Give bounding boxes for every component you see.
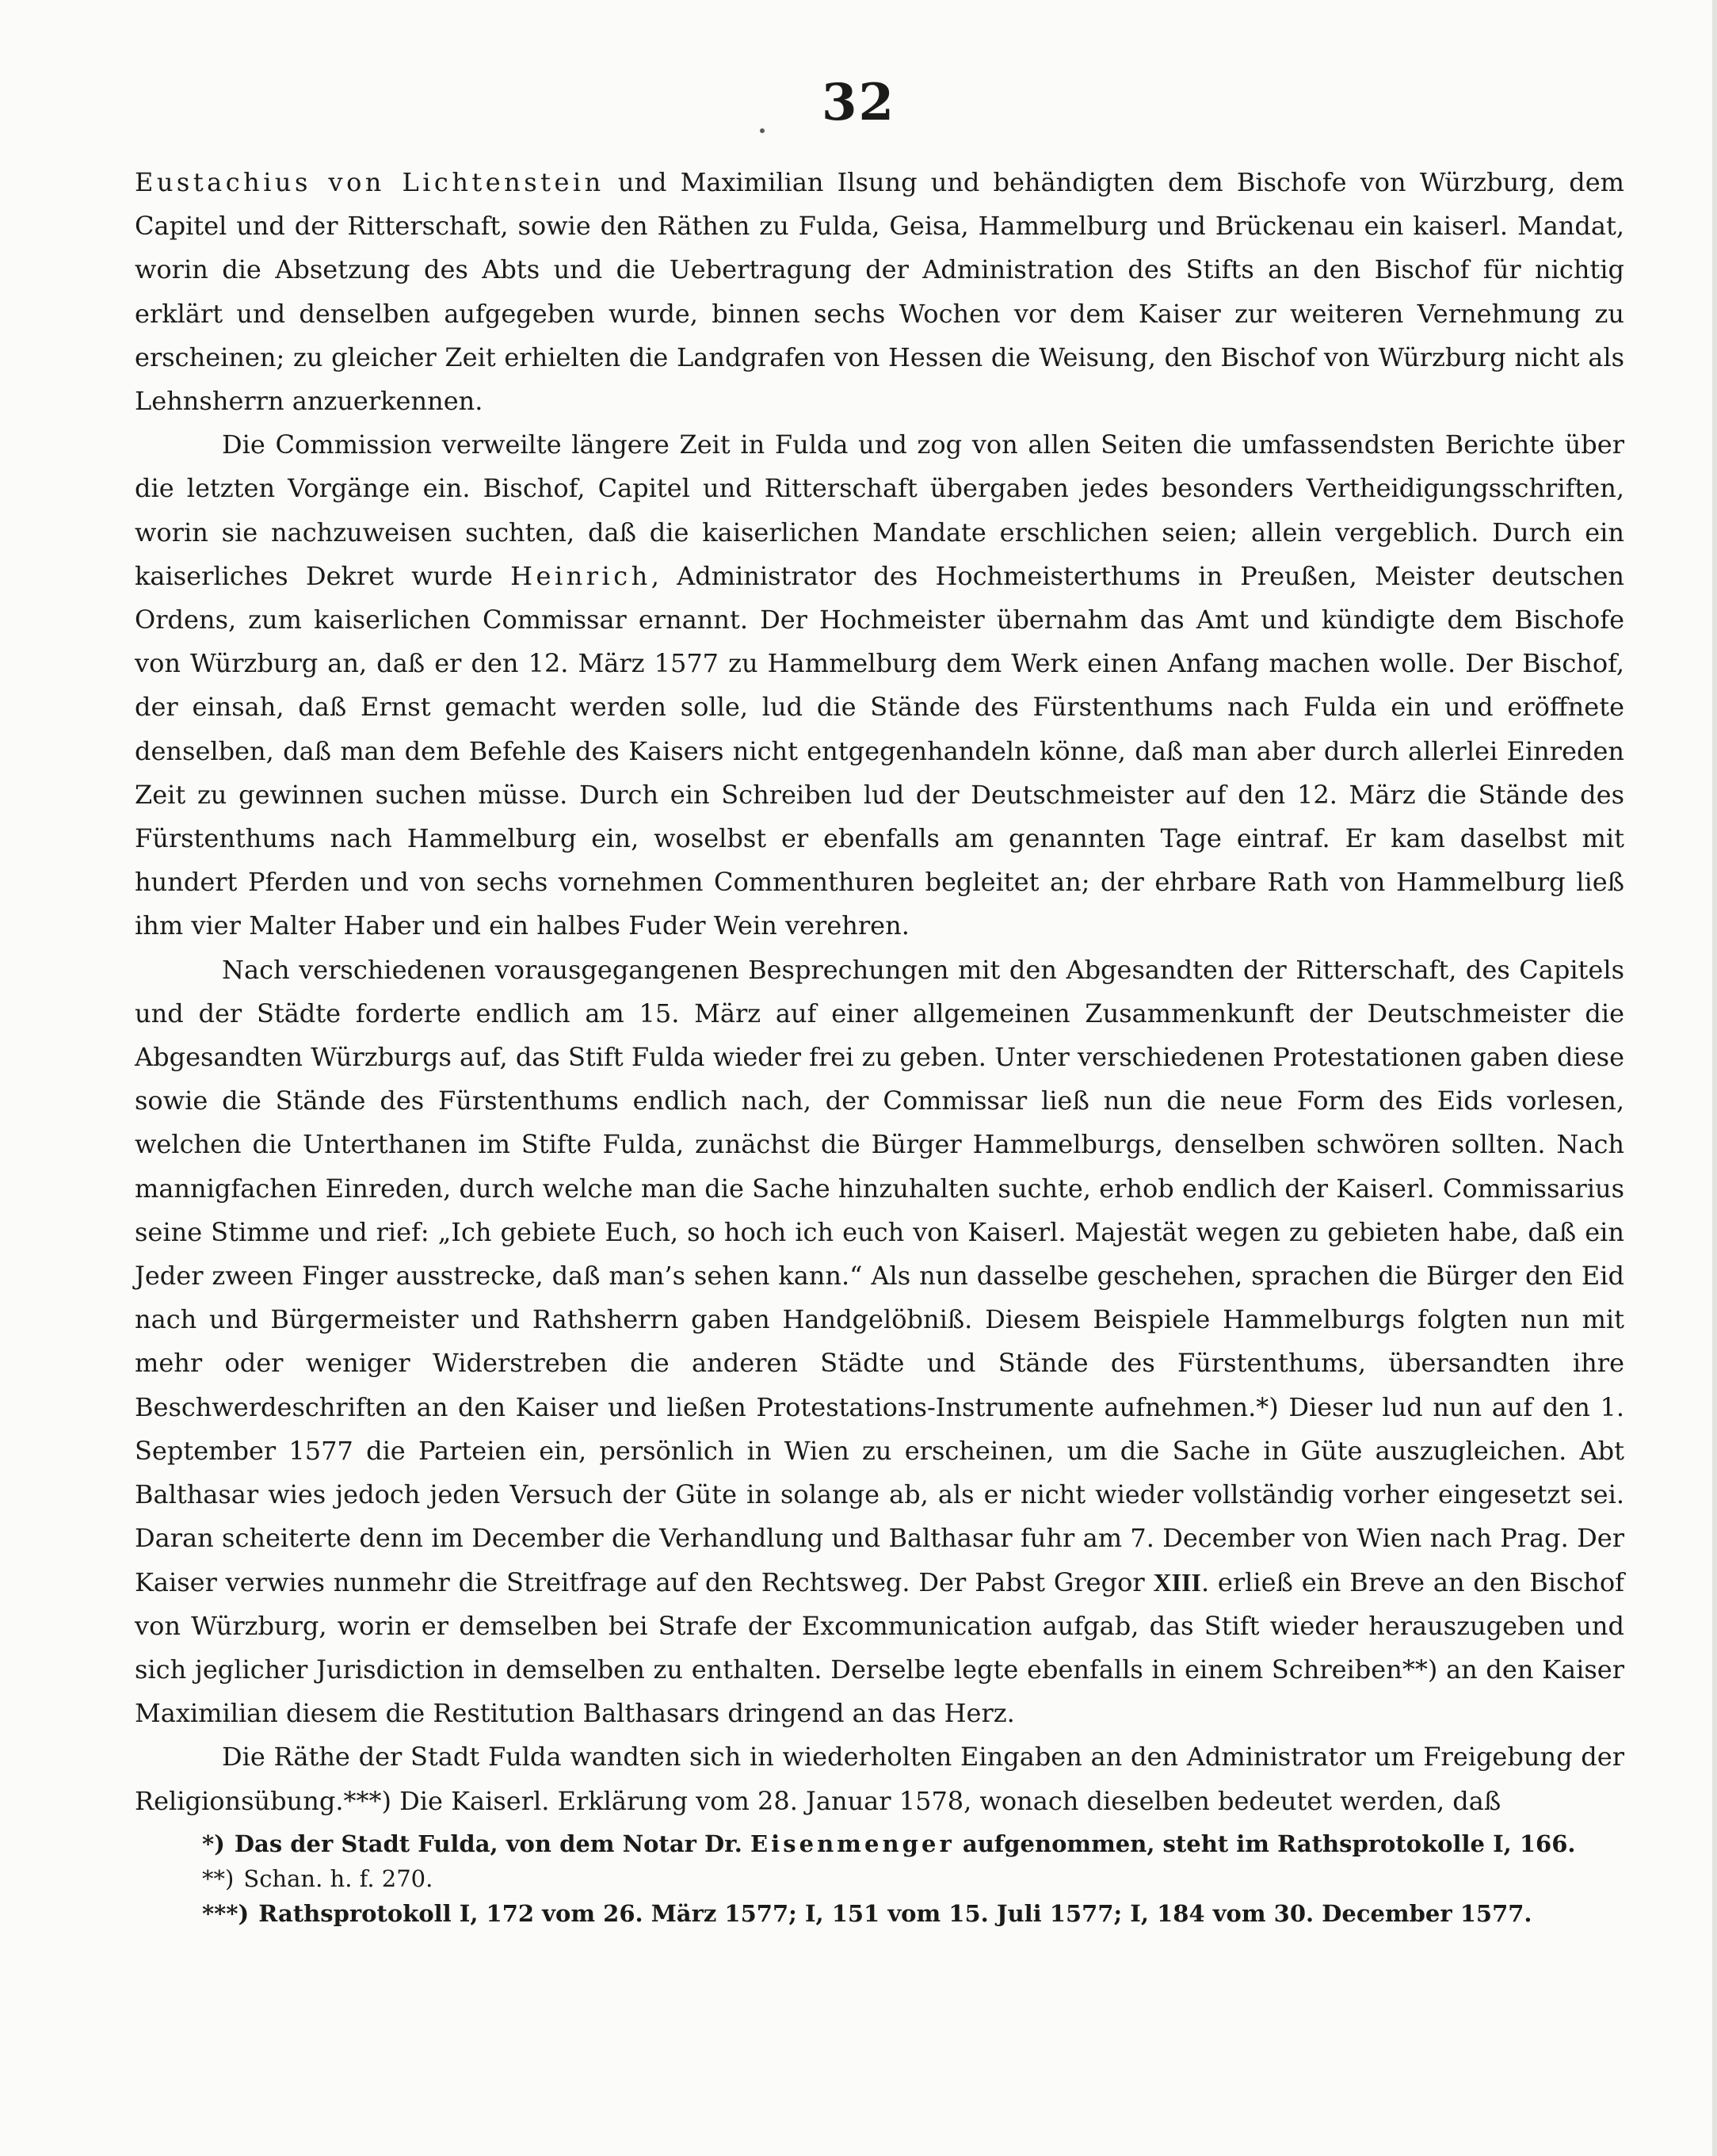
ink-spot: [760, 128, 765, 133]
footnote-mark: *): [202, 1830, 225, 1857]
text-run: aufgenommen, steht im Rathsprotokolle I, 166.: [954, 1830, 1576, 1857]
text-run: . erließ ein Breve an den Bischof von Würzburg, worin er demselben bei Strafe der Excommunication aufgab, das Stift wieder herauszugeben und sich jeglicher Jurisdiction in demselben zu enthalten. Derselbe legte ebenfalls in einem Schreiben**) an den Kaiser Maximilian diesem die Restitution Balthasars dringend an das Herz.: [135, 1566, 1625, 1729]
text-run: Nach verschiedenen vorausgegangenen Besprechungen mit den Abgesandten der Ritterschaft, des Capitels und der Städte forderte endlich am 15. März auf einer allgemeinen Zusammenkunft der Deutschmeister die Abgesandten Würzburgs auf, das Stift Fulda wieder frei zu geben. Unter verschiedenen Protestationen gaben diese sowie die Stände des Fürstenthums endlich nach, der Commissar ließ nun die neue Form des Eids vorlesen, welchen die Unterthanen im Stifte Fulda, zunächst die Bürger Hammelburgs, denselben schwören sollten. Nach mannigfachen Einreden, durch welche man die Sache hinzuhalten suchte, erhob endlich der Kaiserl. Commissarius seine Stimme und rief: „Ich gebiete Euch, so hoch ich euch von Kaiserl. Majestät wegen zu gebieten habe, daß ein Jeder zween Finger ausstrecke, daß man’s sehen kann.“ Als nun dasselbe geschehen, sprachen die Bürger den Eid nach und Bürgermeister und Rathsherrn gaben Handgelöbniß. Diesem Beispiele Hammelburgs folgten nun mit mehr oder weniger Widerstreben die anderen Städte und Stände des Fürstenthums, übersandten ihre Beschwerdeschriften an den Kaiser und ließen Protestations-Instrumente aufnehmen.*) Dieser lud nun auf den 1. September 1577 die Parteien ein, persönlich in Wien zu erscheinen, um die Sache in Güte auszugleichen. Abt Balthasar wies jedoch jeden Versuch der Güte in solange ab, als er nicht wieder vollständig vorher eingesetzt sei. Daran scheiterte denn im December die Verhandlung und Balthasar fuhr am 7. December von Wien nach Prag. Der Kaiser verwies nunmehr die Streitfrage auf den Rechtsweg. Der Pabst Gregor: [135, 954, 1624, 1597]
text-run: Die Räthe der Stadt Fulda wandten sich in wiederholten Eingaben an den Administrator um Freigebung der Religionsübung.***) Die Kaiserl. Erklärung vom 28. Januar 1578, wonach dieselben bedeutet werden, daß: [135, 1742, 1624, 1816]
footnote-mark: ***): [202, 1900, 250, 1927]
text-run: Rathsprotokoll I, 172 vom 26. März 1577; I, 151 vom 15. Juli 1577; I, 184 vom 30. December 1577.: [258, 1900, 1532, 1927]
paragraph: [135, 1735, 1624, 1822]
spaced-name: Heinrich: [510, 560, 651, 591]
footnote: [202, 1896, 1628, 1931]
text-run: und Maximilian Ilsung und behändigten dem Bischofe von Würzburg, dem Capitel und der Ritterschaft, sowie den Räthen zu Fulda, Geisa, Hammelburg und Brückenau ein kaiserl. Mandat, worin die Absetzung des Abts und die Uebertragung der Administration des Stifts an den Bischof für nichtig erklärt und denselben aufgegeben wurde, binnen sechs Wochen vor dem Kaiser zur weiteren Vernehmung zu erscheinen; zu gleicher Zeit erhielten die Landgrafen von Hessen die Weisung, den Bischof von Würzburg nicht als Lehnsherrn anzuerkennen.: [135, 167, 1624, 417]
spaced-name: Eisenmenger: [750, 1830, 955, 1857]
footnote: [202, 1826, 1628, 1861]
page-edge: [1712, 0, 1717, 2156]
footnotes: [202, 1826, 1628, 1931]
paragraph: [135, 948, 1624, 1736]
footnote-mark: **): [202, 1865, 235, 1892]
body-text: [135, 161, 1624, 1823]
text-run: Das der Stadt Fulda, von dem Notar Dr.: [234, 1830, 750, 1857]
text-run: Die Commission verweilte längere Zeit in Fulda und zog von allen Seiten die umfassendsten Berichte über die letzten Vorgänge ein. Bischof, Capitel und Ritterschaft übergaben jedes besonders Vertheidigungsschriften, worin sie nachzuweisen suchten, daß die kaiserlichen Mandate erschlichen seien; allein vergeblich. Durch ein kaiserliches Dekret wurde: [135, 429, 1624, 591]
text-run: Schan. h. f. 270.: [243, 1865, 433, 1892]
text-run: , Administrator des Hochmeisterthums in Preußen, Meister deutschen Ordens, zum kaiserlichen Commissar ernannt. Der Hochmeister übernahm das Amt und kündigte dem Bischofe von Würzburg an, daß er den 12. März 1577 zu Hammelburg dem Werk einen Anfang machen wolle. Der Bischof, der einsah, daß Ernst gemacht werden solle, lud die Stände des Fürstenthums nach Fulda ein und eröffnete denselben, daß man dem Befehle des Kaisers nicht entgegenhandeln könne, daß man aber durch allerlei Einreden Zeit zu gewinnen suchen müsse. Durch ein Schreiben lud der Deutschmeister auf den 12. März die Stände des Fürstenthums nach Hammelburg ein, woselbst er ebenfalls am genannten Tage eintraf. Er kam daselbst mit hundert Pferden und von sechs vornehmen Commenthuren begleitet an; der ehrbare Rath von Hammelburg ließ ihm vier Malter Haber und ein halbes Fuder Wein verehren.: [135, 560, 1625, 941]
paragraph: [135, 161, 1624, 423]
footnote: [202, 1861, 1628, 1896]
paragraph: [135, 423, 1624, 948]
page-number: 32: [821, 73, 896, 132]
spaced-name: Eustachius von Lichtenstein: [135, 167, 605, 197]
roman-numeral: XIII: [1153, 1567, 1201, 1597]
